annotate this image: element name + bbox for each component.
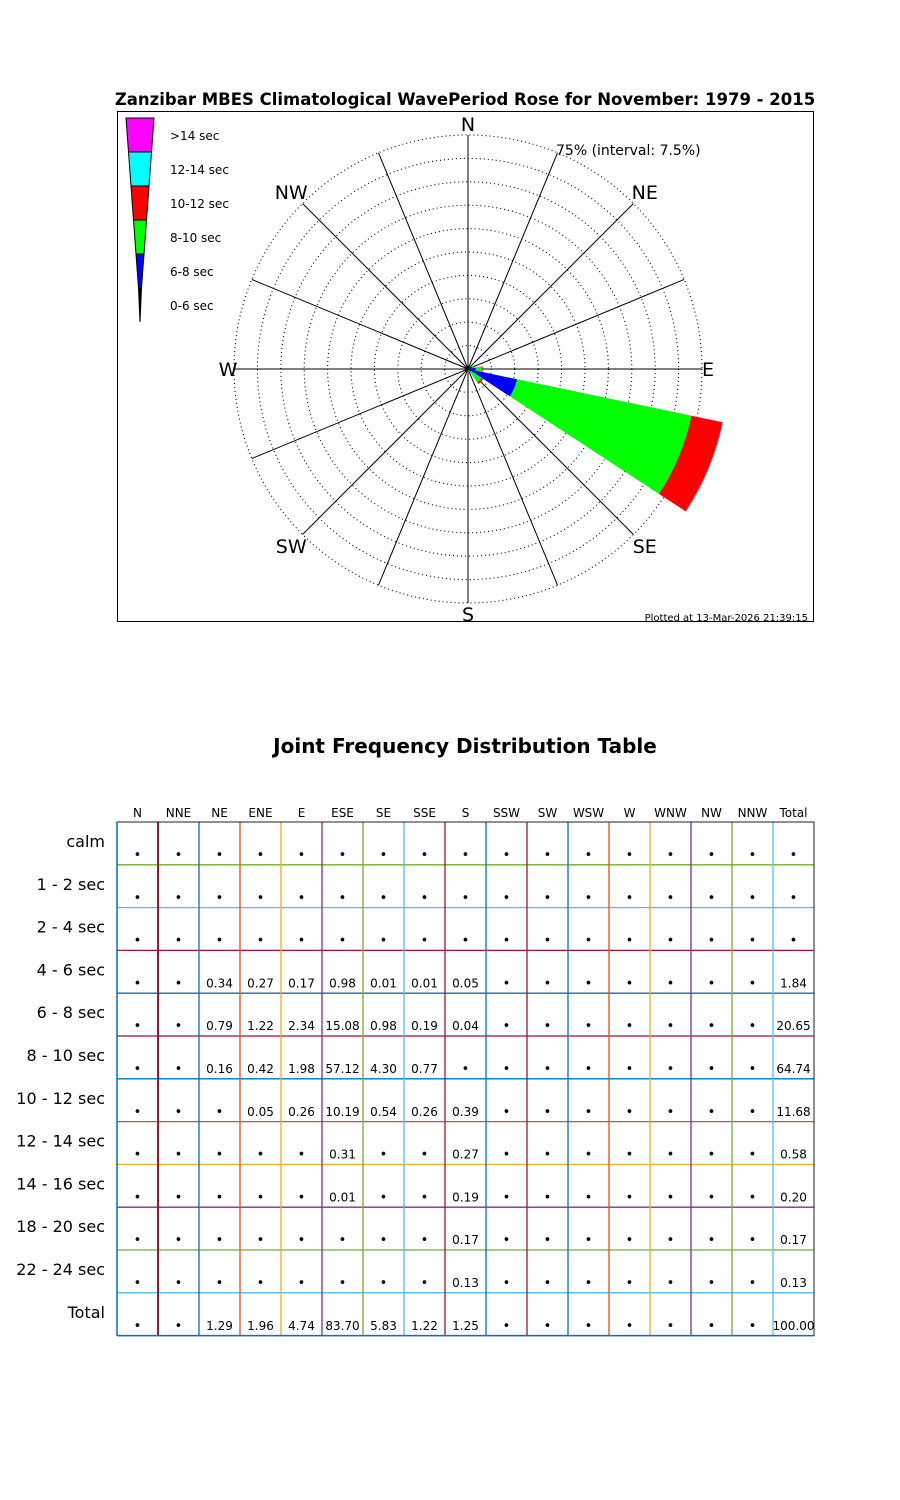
table-cell: • xyxy=(748,890,757,906)
table-cell: • xyxy=(666,1233,675,1249)
table-cell: • xyxy=(215,848,224,863)
joint-frequency-table xyxy=(0,800,900,1360)
table-cell: • xyxy=(707,1276,716,1291)
table-cell: • xyxy=(461,1062,470,1077)
table-cell: • xyxy=(707,1190,716,1206)
table-cell: • xyxy=(543,1276,552,1291)
table-cell: • xyxy=(748,1062,757,1077)
row-label: 1 - 2 sec xyxy=(36,874,105,894)
table-cell: 20.65 xyxy=(776,1019,811,1034)
table-cell: • xyxy=(502,1019,511,1035)
table-cell: • xyxy=(338,890,347,906)
table-cell: • xyxy=(748,933,757,949)
table-cell: • xyxy=(625,976,634,992)
table-cell: 0.01 xyxy=(370,976,397,991)
table-cell: 0.26 xyxy=(288,1104,315,1119)
column-header: SSE xyxy=(413,806,436,820)
legend-label: >14 sec xyxy=(170,129,220,143)
table-cell: • xyxy=(133,976,142,992)
table-cell: • xyxy=(543,976,552,992)
table-cell: • xyxy=(748,1276,757,1291)
direction-spoke xyxy=(378,153,468,369)
table-cell: • xyxy=(297,933,306,949)
table-cell: • xyxy=(502,890,511,906)
table-cell: • xyxy=(174,933,183,949)
table-cell: 1.22 xyxy=(411,1318,438,1333)
table-cell: 1.84 xyxy=(780,976,807,991)
table-cell: • xyxy=(543,1233,552,1249)
table-cell: • xyxy=(625,848,634,863)
table-cell: • xyxy=(133,1233,142,1249)
table-cell: • xyxy=(338,1233,347,1249)
table-cell: • xyxy=(174,1233,183,1249)
table-cell: • xyxy=(543,1104,552,1120)
legend-swatch xyxy=(136,254,144,288)
table-cell: • xyxy=(666,1019,675,1035)
table-cell: 0.27 xyxy=(247,976,274,991)
table-cell: 0.16 xyxy=(206,1062,233,1076)
table-cell: • xyxy=(625,1190,634,1206)
direction-spoke xyxy=(378,369,468,585)
table-cell: • xyxy=(297,848,306,863)
table-cell: • xyxy=(174,1147,183,1163)
column-header: NW xyxy=(701,806,722,820)
table-cell: • xyxy=(748,1318,757,1334)
table-cell: • xyxy=(502,1233,511,1249)
table-cell: 0.31 xyxy=(329,1147,356,1162)
table-cell: • xyxy=(420,1233,429,1249)
table-cell: • xyxy=(666,890,675,906)
table-cell: • xyxy=(502,1318,511,1334)
table-cell: • xyxy=(502,976,511,992)
table-cell: • xyxy=(461,933,470,949)
row-label: 10 - 12 sec xyxy=(16,1088,105,1108)
table-cell: • xyxy=(748,976,757,992)
table-cell: • xyxy=(256,890,265,906)
table-cell: • xyxy=(748,1190,757,1206)
compass-label-sw: SW xyxy=(275,535,307,558)
legend-swatch xyxy=(139,288,142,322)
compass-label-se: SE xyxy=(632,535,657,558)
table-cell: • xyxy=(584,1104,593,1120)
table-cell: • xyxy=(133,1019,142,1035)
table-cell: • xyxy=(666,933,675,949)
table-cell: • xyxy=(584,1318,593,1334)
table-cell: • xyxy=(543,1062,552,1077)
table-cell: • xyxy=(789,890,798,906)
table-cell: • xyxy=(584,1147,593,1163)
table-cell: • xyxy=(420,1147,429,1163)
legend-label: 8-10 sec xyxy=(170,231,222,245)
table-cell: • xyxy=(625,1147,634,1163)
table-cell: 0.34 xyxy=(206,976,233,991)
table-cell: • xyxy=(707,1062,716,1077)
column-header: WNW xyxy=(654,806,687,820)
table-cell: • xyxy=(707,1318,716,1334)
table-cell: • xyxy=(215,1147,224,1163)
table-cell: • xyxy=(625,1233,634,1249)
table-cell: • xyxy=(174,1276,183,1291)
table-cell: 0.01 xyxy=(411,976,438,991)
table-cell: 1.22 xyxy=(247,1019,274,1034)
wedge-ese-2 xyxy=(510,379,692,494)
table-cell: • xyxy=(625,1318,634,1334)
table-cell: • xyxy=(379,1233,388,1249)
direction-spoke xyxy=(303,369,468,534)
column-header: WSW xyxy=(572,806,605,820)
table-cell: • xyxy=(133,1276,142,1291)
table-cell: • xyxy=(133,1104,142,1120)
table-cell: • xyxy=(297,890,306,906)
table-cell: • xyxy=(174,1104,183,1120)
row-label: 22 - 24 sec xyxy=(16,1260,105,1279)
table-cell: • xyxy=(133,1062,142,1077)
table-cell: • xyxy=(133,1190,142,1206)
table-cell: 4.74 xyxy=(288,1318,315,1333)
table-cell: • xyxy=(379,848,388,863)
table-cell: 1.25 xyxy=(452,1318,479,1333)
table-cell: • xyxy=(666,1190,675,1206)
table-cell: • xyxy=(748,1147,757,1163)
table-cell: 100.00 xyxy=(772,1318,815,1333)
table-cell: • xyxy=(707,1019,716,1035)
column-header: SE xyxy=(375,806,392,820)
direction-spoke xyxy=(468,153,558,369)
table-cell: • xyxy=(707,976,716,992)
table-cell: • xyxy=(707,933,716,949)
table-cell: 0.58 xyxy=(780,1147,807,1162)
direction-spoke xyxy=(303,204,468,369)
direction-spoke xyxy=(252,369,468,459)
table-cell: 1.29 xyxy=(206,1318,233,1333)
table-cell: • xyxy=(420,848,429,863)
direction-spoke xyxy=(468,279,684,369)
column-header: NNW xyxy=(737,806,768,820)
rose-plot-frame xyxy=(117,111,814,622)
table-cell: 0.13 xyxy=(780,1276,807,1290)
row-label: 4 - 6 sec xyxy=(36,960,105,980)
table-cell: • xyxy=(666,848,675,863)
table-cell: • xyxy=(543,1318,552,1334)
table-cell: • xyxy=(666,976,675,992)
table-cell: • xyxy=(133,890,142,906)
table-cell: 0.19 xyxy=(452,1190,479,1205)
table-cell: • xyxy=(666,1062,675,1077)
table-cell: • xyxy=(584,1190,593,1206)
table-cell: 0.20 xyxy=(780,1190,807,1205)
legend-swatch xyxy=(134,220,147,254)
column-header: ENE xyxy=(248,806,273,820)
table-cell: • xyxy=(748,1019,757,1035)
table-cell: • xyxy=(338,1276,347,1291)
rose-title: Zanzibar MBES Climatological WavePeriod Rose for November: 1979 - 2015 xyxy=(114,90,816,109)
table-cell: 0.98 xyxy=(329,976,356,991)
legend-swatch xyxy=(129,152,152,186)
legend-label: 0-6 sec xyxy=(170,299,214,313)
table-cell: 0.77 xyxy=(411,1062,438,1076)
table-cell: • xyxy=(625,1062,634,1077)
table-cell: • xyxy=(297,1233,306,1249)
table-cell: • xyxy=(379,1276,388,1291)
table-cell: • xyxy=(256,848,265,863)
table-cell: • xyxy=(174,976,183,992)
column-header: S xyxy=(461,806,470,820)
table-cell: • xyxy=(420,890,429,906)
table-cell: • xyxy=(584,976,593,992)
column-header: N xyxy=(133,806,142,820)
legend-label: 12-14 sec xyxy=(170,163,229,177)
table-cell: • xyxy=(543,933,552,949)
plotted-timestamp: Plotted at 13-Mar-2026 21:39:15 xyxy=(644,613,808,623)
table-cell: • xyxy=(625,890,634,906)
table-cell: 10.19 xyxy=(325,1104,360,1119)
table-cell: • xyxy=(256,1233,265,1249)
table-cell: • xyxy=(215,1276,224,1291)
legend-swatch xyxy=(126,118,154,152)
table-cell: • xyxy=(584,848,593,863)
table-cell: • xyxy=(625,1276,634,1291)
table-cell: • xyxy=(707,1104,716,1120)
table-cell: 5.83 xyxy=(370,1318,397,1333)
table-cell: • xyxy=(584,1019,593,1035)
table-cell: • xyxy=(420,1276,429,1291)
direction-spoke xyxy=(468,204,633,369)
table-cell: 1.98 xyxy=(288,1062,315,1076)
wedge-s-5 xyxy=(467,371,468,373)
table-cell: 0.17 xyxy=(780,1233,807,1248)
table-cell: 0.01 xyxy=(329,1190,356,1205)
table-cell: 0.13 xyxy=(452,1276,479,1290)
table-cell: 0.05 xyxy=(452,976,479,991)
table-cell: • xyxy=(502,848,511,863)
table-cell: • xyxy=(584,1233,593,1249)
table-cell: • xyxy=(174,1062,183,1077)
column-header: NNE xyxy=(165,806,192,820)
compass-label-ne: NE xyxy=(631,182,658,205)
wind-rose xyxy=(118,112,815,623)
table-cell: • xyxy=(297,1190,306,1206)
table-cell: • xyxy=(748,1104,757,1120)
column-header: ESE xyxy=(331,806,354,820)
table-cell: • xyxy=(502,1104,511,1120)
table-cell: • xyxy=(707,848,716,863)
table-cell: 83.70 xyxy=(325,1318,360,1333)
table-cell: 0.26 xyxy=(411,1104,438,1119)
table-title: Joint Frequency Distribution Table xyxy=(273,734,657,758)
table-cell: • xyxy=(543,1147,552,1163)
row-label: Total xyxy=(67,1302,105,1322)
table-cell: • xyxy=(584,1062,593,1077)
row-label: 12 - 14 sec xyxy=(16,1131,105,1151)
table-cell: • xyxy=(215,890,224,906)
compass-label-s: S xyxy=(461,604,475,623)
compass-label-w: W xyxy=(218,359,238,381)
table-cell: 0.42 xyxy=(247,1062,274,1076)
table-cell: • xyxy=(502,1147,511,1163)
legend-label: 10-12 sec xyxy=(170,197,229,211)
table-cell: • xyxy=(379,1190,388,1206)
table-cell: • xyxy=(215,933,224,949)
table-cell: • xyxy=(666,1104,675,1120)
table-cell: • xyxy=(461,890,470,906)
table-cell: • xyxy=(707,1233,716,1249)
compass-label-n: N xyxy=(460,114,476,136)
column-header: SSW xyxy=(492,806,521,820)
table-cell: • xyxy=(502,1276,511,1291)
table-cell: 57.12 xyxy=(325,1062,360,1076)
table-cell: 2.34 xyxy=(288,1019,315,1034)
table-cell: • xyxy=(625,933,634,949)
table-cell: 11.68 xyxy=(776,1104,811,1119)
table-cell: • xyxy=(133,1147,142,1163)
table-cell: • xyxy=(666,1276,675,1291)
table-cell: • xyxy=(133,1318,142,1334)
table-cell: • xyxy=(297,1276,306,1291)
table-cell: • xyxy=(789,848,798,863)
table-cell: 0.39 xyxy=(452,1104,479,1119)
row-label: 8 - 10 sec xyxy=(26,1046,105,1065)
table-cell: • xyxy=(584,1276,593,1291)
table-cell: • xyxy=(174,1318,183,1334)
legend-label: 6-8 sec xyxy=(170,265,214,279)
table-cell: • xyxy=(420,933,429,949)
table-cell: • xyxy=(215,1190,224,1206)
table-cell: 0.98 xyxy=(370,1019,397,1034)
table-cell: • xyxy=(133,933,142,949)
column-header: W xyxy=(623,806,636,820)
table-cell: • xyxy=(789,933,798,949)
table-cell: • xyxy=(584,933,593,949)
column-header: NE xyxy=(211,806,228,820)
table-cell: • xyxy=(625,1104,634,1120)
table-cell: 0.17 xyxy=(452,1233,479,1248)
compass-label-e: E xyxy=(701,359,715,381)
table-cell: • xyxy=(256,1190,265,1206)
table-cell: • xyxy=(543,1019,552,1035)
direction-spoke xyxy=(252,279,468,369)
table-cell: • xyxy=(133,848,142,863)
table-cell: • xyxy=(174,1019,183,1035)
table-cell: • xyxy=(502,1062,511,1077)
table-cell: 15.08 xyxy=(325,1019,360,1034)
table-cell: • xyxy=(502,933,511,949)
table-cell: • xyxy=(625,1019,634,1035)
table-cell: • xyxy=(297,1147,306,1163)
table-cell: 0.79 xyxy=(206,1019,233,1034)
column-header: SW xyxy=(537,806,558,820)
table-cell: • xyxy=(707,1147,716,1163)
table-cell: • xyxy=(256,1276,265,1291)
table-cell: • xyxy=(256,1147,265,1163)
table-cell: 0.54 xyxy=(370,1104,397,1119)
row-label: calm xyxy=(66,832,105,851)
table-cell: • xyxy=(174,1190,183,1206)
table-cell: 4.30 xyxy=(370,1062,397,1076)
table-cell: • xyxy=(502,1190,511,1206)
table-cell: • xyxy=(543,890,552,906)
table-cell: • xyxy=(215,1233,224,1249)
table-cell: • xyxy=(338,848,347,863)
table-cell: • xyxy=(379,890,388,906)
table-cell: • xyxy=(256,933,265,949)
column-header: E xyxy=(297,806,306,820)
table-cell: 1.96 xyxy=(247,1318,274,1333)
table-cell: • xyxy=(174,890,183,906)
table-cell: • xyxy=(379,933,388,949)
radial-scale-label: 75% (interval: 7.5%) xyxy=(556,143,701,159)
row-label: 2 - 4 sec xyxy=(36,917,105,937)
table-cell: • xyxy=(666,1147,675,1163)
table-cell: 64.74 xyxy=(776,1062,811,1076)
row-label: 6 - 8 sec xyxy=(36,1003,105,1023)
table-cell: 0.27 xyxy=(452,1147,479,1162)
table-cell: • xyxy=(666,1318,675,1334)
table-cell: • xyxy=(707,890,716,906)
row-label: 18 - 20 sec xyxy=(16,1217,105,1237)
table-cell: • xyxy=(748,1233,757,1249)
table-cell: 0.17 xyxy=(288,976,315,991)
row-label: 14 - 16 sec xyxy=(16,1174,105,1194)
compass-label-nw: NW xyxy=(274,182,308,205)
table-cell: • xyxy=(420,1190,429,1206)
table-cell: • xyxy=(174,848,183,863)
table-cell: 0.04 xyxy=(452,1019,479,1034)
column-header: Total xyxy=(779,806,808,820)
table-cell: • xyxy=(748,848,757,863)
table-cell: • xyxy=(543,1190,552,1206)
table-cell: • xyxy=(584,890,593,906)
legend-swatch xyxy=(131,186,149,220)
table-cell: • xyxy=(379,1147,388,1163)
table-cell: 0.19 xyxy=(411,1019,438,1034)
table-cell: • xyxy=(543,848,552,863)
table-cell: • xyxy=(338,933,347,949)
table-cell: 0.05 xyxy=(247,1104,274,1119)
table-cell: • xyxy=(215,1104,224,1120)
table-cell: • xyxy=(461,848,470,863)
